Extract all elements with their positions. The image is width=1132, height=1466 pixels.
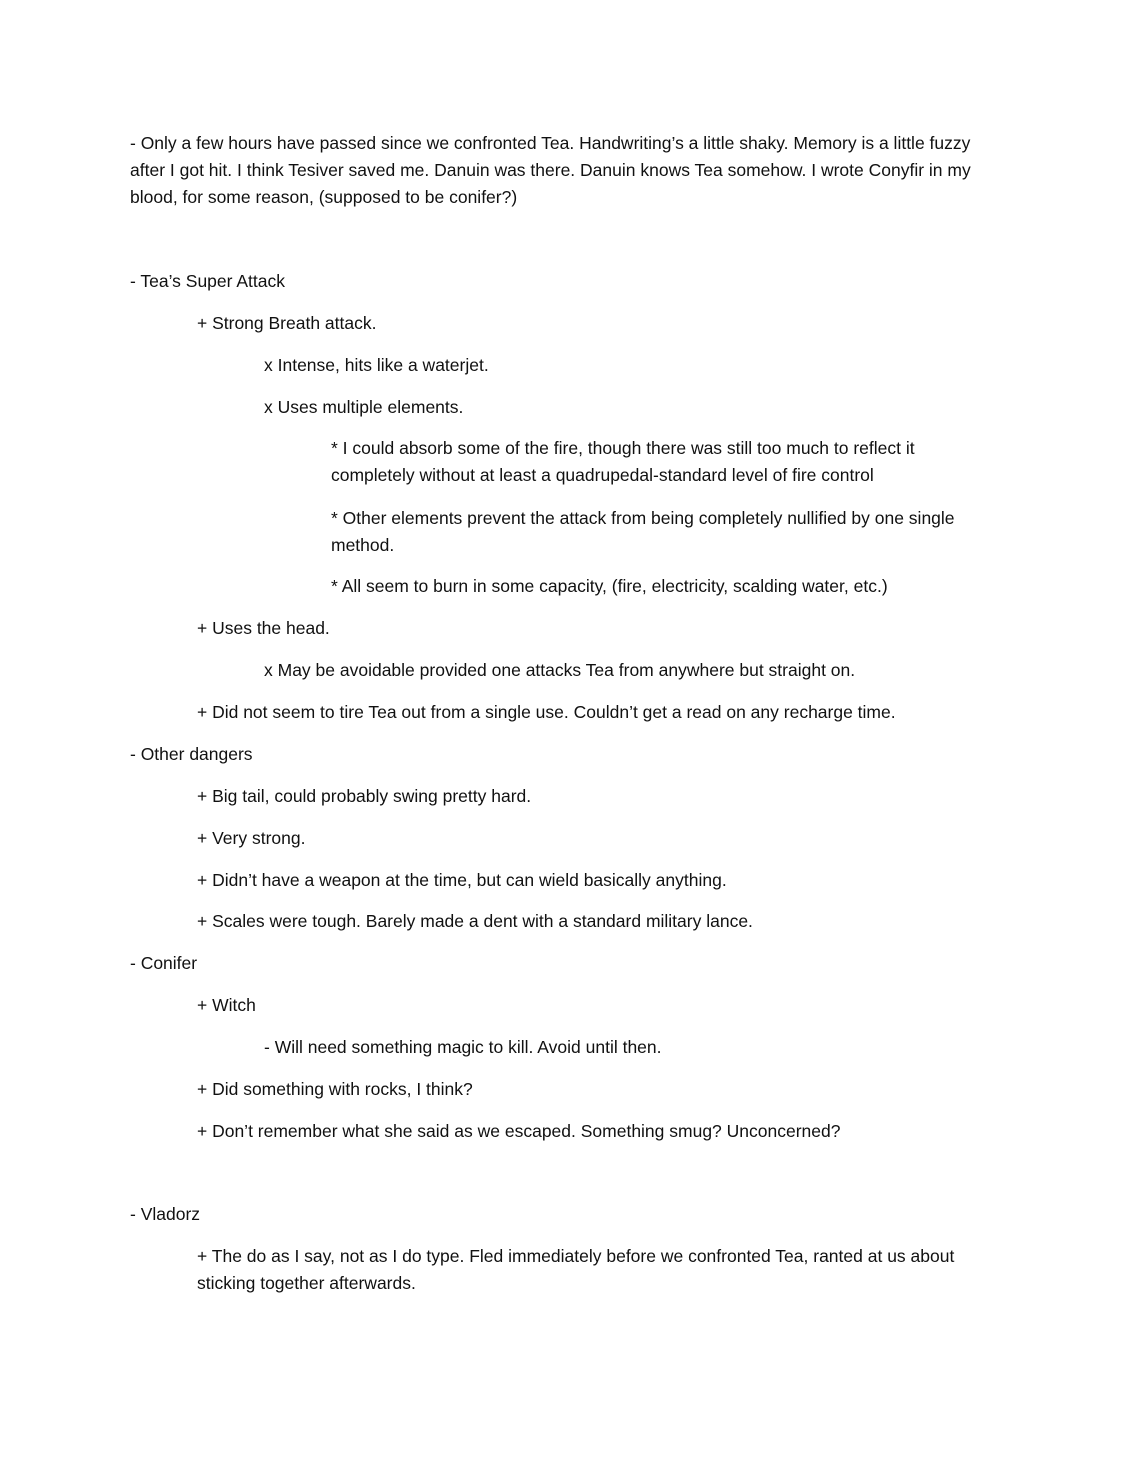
list-item: + Don’t remember what she said as we escaped. Something smug? Unconcerned? xyxy=(197,1121,841,1141)
heading-conifer: - Conifer xyxy=(130,953,198,973)
list-item: + Very strong. xyxy=(197,828,306,848)
heading-super-attack: - Tea’s Super Attack xyxy=(130,271,285,291)
list-item: x Uses multiple elements. xyxy=(264,397,464,417)
list-item: + The do as I say, not as I do type. Fled immediately before we confronted Tea, ranted at us about sticking together afterwards. xyxy=(197,1246,955,1293)
list-item: + Strong Breath attack. xyxy=(197,313,377,333)
list-item: + Uses the head. xyxy=(197,618,330,638)
list-item: + Big tail, could probably swing pretty hard. xyxy=(197,786,532,806)
list-item: + Did not seem to tire Tea out from a single use. Couldn’t get a read on any recharge time. xyxy=(197,702,896,722)
list-item: * I could absorb some of the fire, though there was still too much to reflect it completely without at least a quadrupedal-standard level of fire control xyxy=(331,438,915,485)
list-item: - Will need something magic to kill. Avoid until then. xyxy=(264,1037,662,1057)
list-item: x Intense, hits like a waterjet. xyxy=(264,355,489,375)
heading-other-dangers: - Other dangers xyxy=(130,744,253,764)
list-item: + Scales were tough. Barely made a dent with a standard military lance. xyxy=(197,911,753,931)
list-item: * Other elements prevent the attack from being completely nullified by one single method. xyxy=(331,508,955,555)
list-item: + Didn’t have a weapon at the time, but can wield basically anything. xyxy=(197,870,727,890)
list-item: * All seem to burn in some capacity, (fire, electricity, scalding water, etc.) xyxy=(331,576,888,596)
heading-vladorz: - Vladorz xyxy=(130,1204,201,1224)
list-item: + Did something with rocks, I think? xyxy=(197,1079,473,1099)
intro-paragraph: - Only a few hours have passed since we confronted Tea. Handwriting’s a little shaky. Memory is a little fuzzy after I got hit. I think Tesiver saved me. Danuin was there. Danuin knows Tea somehow. I wrote Conyfir in my blood, for some reason, (supposed to be conifer?) xyxy=(130,133,971,207)
list-item: + Witch xyxy=(197,995,256,1015)
list-item: x May be avoidable provided one attacks Tea from anywhere but straight on. xyxy=(264,660,856,680)
